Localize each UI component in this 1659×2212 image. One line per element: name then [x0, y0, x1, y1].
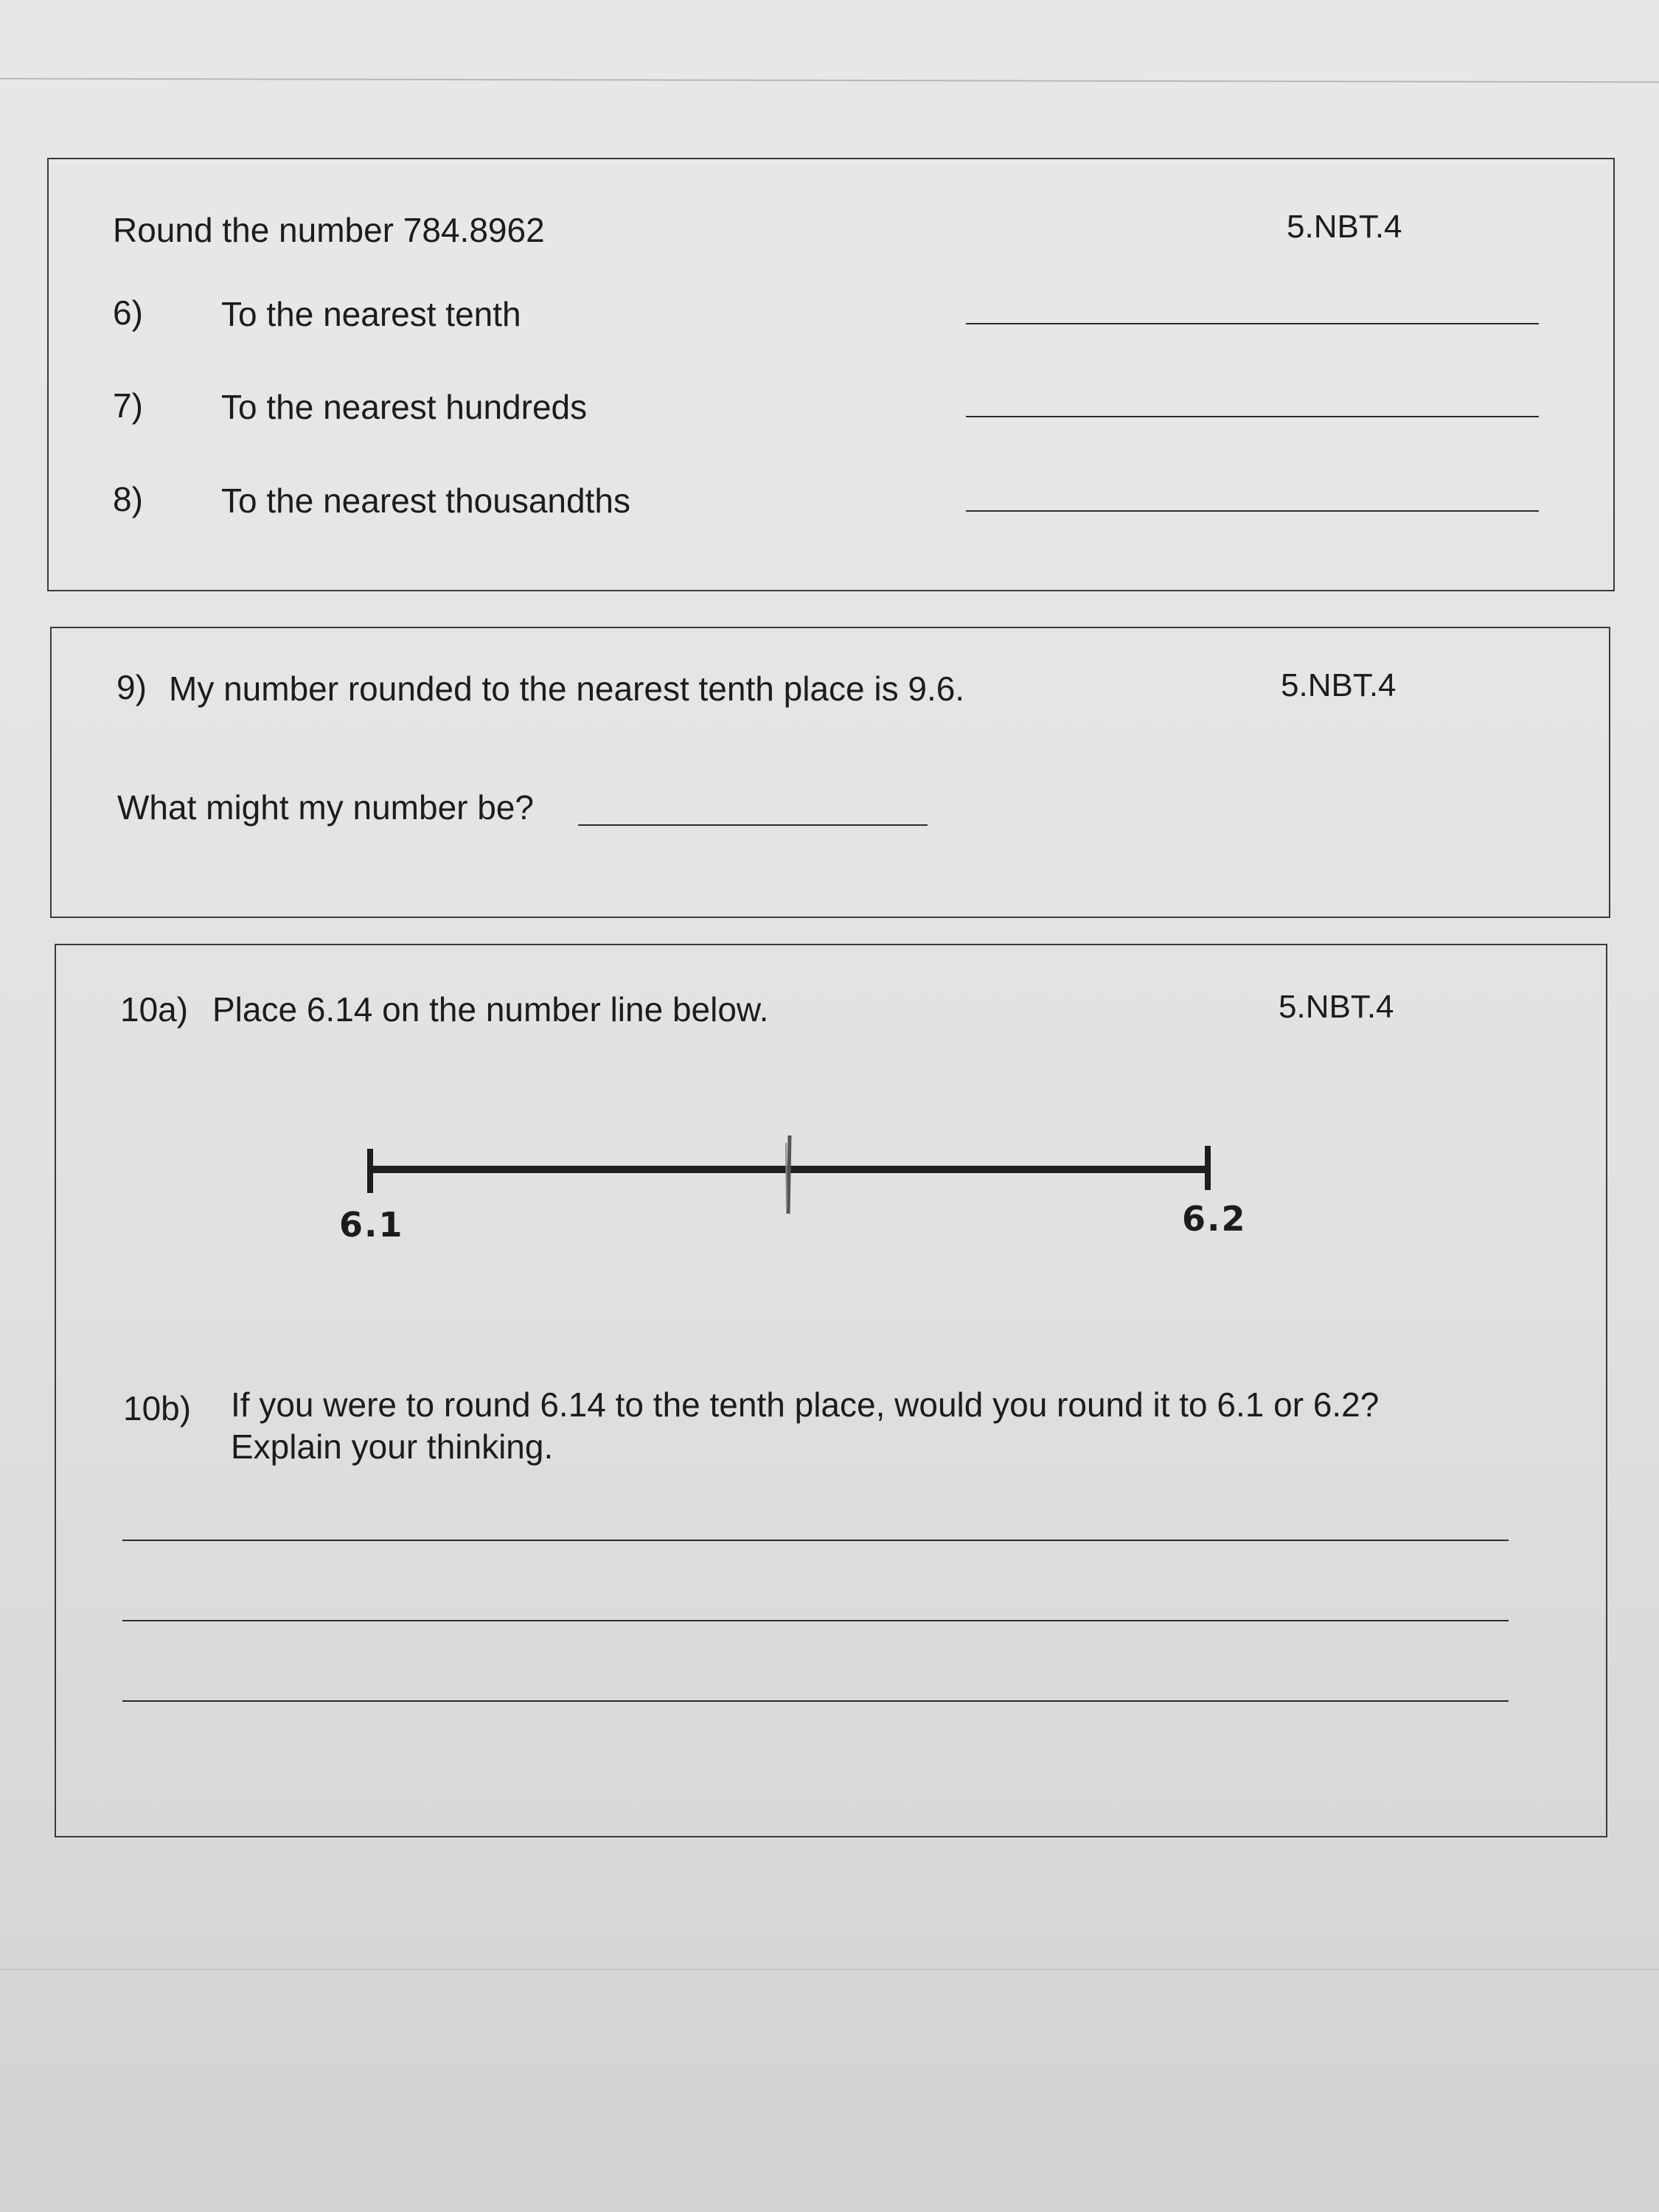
rounding-prompt: Round the number 784.8962 [113, 211, 545, 249]
question-number: 7) [113, 386, 143, 425]
answer-line [578, 824, 928, 826]
question-text: Explain your thinking. [231, 1427, 554, 1466]
answer-line [122, 1540, 1509, 1541]
question-number: 10b) [123, 1389, 192, 1427]
answer-line [966, 323, 1539, 324]
question-number: 6) [113, 293, 143, 332]
question-text: My number rounded to the nearest tenth place is 9.6. [169, 669, 965, 708]
question-text: To the nearest thousandths [221, 481, 630, 520]
standard-label: 5.NBT.4 [1281, 667, 1397, 703]
question-text: If you were to round 6.14 to the tenth place, would you round it to 6.1 or 6.2? [231, 1385, 1380, 1424]
standard-label: 5.NBT.4 [1279, 989, 1394, 1025]
question-number: 10a) [120, 990, 189, 1029]
answer-line [122, 1700, 1509, 1702]
page-bottom-edge [0, 1969, 1659, 1970]
question-text: To the nearest hundreds [221, 388, 588, 426]
number-line-end-label: 6.2 [1182, 1199, 1247, 1239]
number-line-mid-mark-shade [786, 1143, 787, 1208]
number-line-start-label: 6.1 [339, 1205, 404, 1245]
question-number: 9) [116, 668, 147, 706]
answer-line [966, 510, 1539, 512]
question-text: What might my number be? [117, 788, 535, 827]
answer-line [966, 416, 1539, 417]
page-top-edge [0, 78, 1659, 83]
number-line-mid-mark [788, 1135, 790, 1214]
standard-label: 5.NBT.4 [1287, 209, 1402, 245]
question-text: To the nearest tenth [221, 295, 521, 333]
number-line [347, 1121, 1261, 1239]
answer-line [122, 1620, 1509, 1621]
question-number: 8) [113, 480, 143, 518]
question-text: Place 6.14 on the number line below. [212, 990, 769, 1029]
